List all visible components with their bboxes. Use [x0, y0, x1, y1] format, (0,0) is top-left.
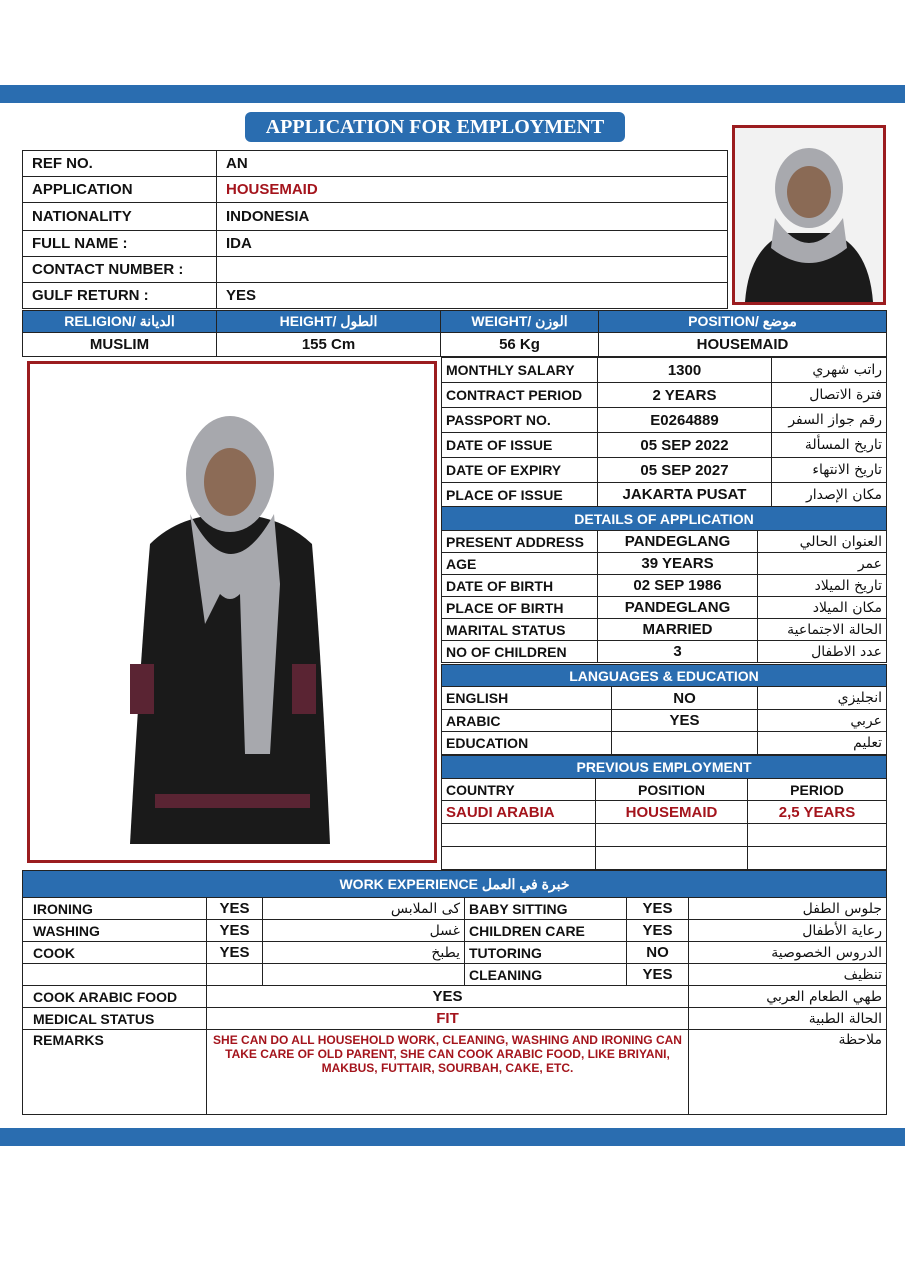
headshot-photo [732, 125, 886, 305]
table-row [23, 283, 728, 309]
table-row [23, 871, 887, 898]
cook-arabic-label: COOK ARABIC FOOD [23, 986, 207, 1008]
bottom-stripe [0, 1128, 905, 1146]
height-header: HEIGHT/ الطول [217, 311, 441, 333]
table-row [23, 920, 887, 942]
skill-ar: رعاية الأطفال [689, 920, 887, 942]
english-label: ENGLISH [442, 687, 612, 710]
marital-label: MARITAL STATUS [442, 619, 598, 641]
table-row [23, 333, 887, 357]
marital-value: MARRIED [598, 619, 758, 641]
date-of-issue-label: DATE OF ISSUE [442, 433, 598, 458]
table-row [23, 257, 728, 283]
medical-value: FIT [207, 1008, 689, 1030]
table-row [442, 847, 887, 870]
table-row [23, 311, 887, 333]
prev-country [442, 847, 596, 870]
skill-label [23, 964, 207, 986]
children-ar: عدد الاطفال [758, 641, 887, 663]
arabic-ar: عربي [758, 710, 887, 732]
english-ar: انجليزي [758, 687, 887, 710]
pob-value: PANDEGLANG [598, 597, 758, 619]
table-row [442, 383, 887, 408]
present-address-label: PRESENT ADDRESS [442, 531, 598, 553]
remarks-ar: ملاحظة [689, 1030, 887, 1115]
dob-value: 02 SEP 1986 [598, 575, 758, 597]
children-label: NO OF CHILDREN [442, 641, 598, 663]
previous-header: PREVIOUS EMPLOYMENT [442, 756, 887, 779]
work-experience-table [22, 870, 887, 1115]
present-address-ar: العنوان الحالي [758, 531, 887, 553]
cook-arabic-value: YES [207, 986, 689, 1008]
table-row [442, 531, 887, 553]
skill-ar: الدروس الخصوصية [689, 942, 887, 964]
languages-table [441, 664, 887, 755]
skill-ar: كى الملابس [263, 898, 465, 920]
work-experience-header: WORK EXPERIENCE خبرة في العمل [23, 871, 887, 898]
nationality-label: NATIONALITY [23, 203, 217, 231]
skill-label: CLEANING [465, 964, 627, 986]
skill-value [207, 964, 263, 986]
application-value: HOUSEMAID [217, 177, 728, 203]
arabic-label: ARABIC [442, 710, 612, 732]
age-ar: عمر [758, 553, 887, 575]
top-stripe [0, 85, 905, 103]
prev-position [596, 824, 748, 847]
date-of-expiry-label: DATE OF EXPIRY [442, 458, 598, 483]
age-label: AGE [442, 553, 598, 575]
religion-header: RELIGION/ الديانة [23, 311, 217, 333]
table-row [442, 619, 887, 641]
education-ar: تعليم [758, 732, 887, 755]
skill-label: CHILDREN CARE [465, 920, 627, 942]
remarks-label: REMARKS [23, 1030, 207, 1115]
top-info-table [22, 150, 728, 309]
position-header: POSITION/ موضع [599, 311, 887, 333]
prev-period [748, 847, 887, 870]
person-icon [735, 128, 883, 302]
skill-value: YES [207, 920, 263, 942]
table-row [23, 231, 728, 257]
skill-ar: تنظيف [689, 964, 887, 986]
english-value: NO [612, 687, 758, 710]
application-label: APPLICATION [23, 177, 217, 203]
skill-ar [263, 964, 465, 986]
table-row [442, 433, 887, 458]
skill-label: WASHING [23, 920, 207, 942]
table-row [442, 779, 887, 801]
details-header: DETAILS OF APPLICATION [442, 507, 887, 531]
monthly-salary-label: MONTHLY SALARY [442, 358, 598, 383]
nationality-value: INDONESIA [217, 203, 728, 231]
skill-value: NO [627, 942, 689, 964]
marital-ar: الحالة الاجتماعية [758, 619, 887, 641]
prev-position [596, 847, 748, 870]
prev-position: HOUSEMAID [596, 801, 748, 824]
contract-period-label: CONTRACT PERIOD [442, 383, 598, 408]
table-row [442, 458, 887, 483]
table-row [442, 710, 887, 732]
table-row [23, 177, 728, 203]
education-label: EDUCATION [442, 732, 612, 755]
contract-period-value: 2 YEARS [598, 383, 772, 408]
place-of-issue-label: PLACE OF ISSUE [442, 483, 598, 507]
ref-value: AN [217, 151, 728, 177]
place-of-issue-ar: مكان الإصدار [772, 483, 887, 507]
date-of-expiry-value: 05 SEP 2027 [598, 458, 772, 483]
age-value: 39 YEARS [598, 553, 758, 575]
contact-value [217, 257, 728, 283]
table-row [23, 986, 887, 1008]
previous-employment-table [441, 755, 887, 870]
full-name-value: IDA [217, 231, 728, 257]
table-row [442, 575, 887, 597]
person-figure-icon [30, 364, 434, 860]
skill-value: YES [207, 942, 263, 964]
education-value [612, 732, 758, 755]
table-row [442, 597, 887, 619]
skill-value: YES [207, 898, 263, 920]
passport-label: PASSPORT NO. [442, 408, 598, 433]
table-row [442, 553, 887, 575]
dob-label: DATE OF BIRTH [442, 575, 598, 597]
height-value: 155 Cm [217, 333, 441, 357]
table-row [23, 942, 887, 964]
table-row [442, 756, 887, 779]
monthly-salary-value: 1300 [598, 358, 772, 383]
table-row [442, 483, 887, 507]
prev-country [442, 824, 596, 847]
country-header: COUNTRY [442, 779, 596, 801]
ref-label: REF NO. [23, 151, 217, 177]
languages-header: LANGUAGES & EDUCATION [442, 665, 887, 687]
date-of-expiry-ar: تاريخ الانتهاء [772, 458, 887, 483]
cook-arabic-ar: طهي الطعام العربي [689, 986, 887, 1008]
details-table [441, 506, 887, 663]
page-title: APPLICATION FOR EMPLOYMENT [245, 112, 625, 142]
table-row [442, 824, 887, 847]
skill-ar: غسل [263, 920, 465, 942]
table-row [442, 507, 887, 531]
monthly-salary-ar: راتب شهري [772, 358, 887, 383]
contact-label: CONTACT NUMBER : [23, 257, 217, 283]
present-address-value: PANDEGLANG [598, 531, 758, 553]
skill-label: TUTORING [465, 942, 627, 964]
gulf-return-label: GULF RETURN : [23, 283, 217, 309]
table-row [442, 665, 887, 687]
contract-period-ar: فترة الاتصال [772, 383, 887, 408]
medical-ar: الحالة الطبية [689, 1008, 887, 1030]
table-row [442, 801, 887, 824]
skill-ar: يطبخ [263, 942, 465, 964]
medical-label: MEDICAL STATUS [23, 1008, 207, 1030]
skill-value: YES [627, 964, 689, 986]
passport-value: E0264889 [598, 408, 772, 433]
passport-ar: رقم جواز السفر [772, 408, 887, 433]
skill-value: YES [627, 898, 689, 920]
table-row [23, 964, 887, 986]
skill-label: IRONING [23, 898, 207, 920]
religion-value: MUSLIM [23, 333, 217, 357]
prev-period: 2,5 YEARS [748, 801, 887, 824]
full-body-photo [27, 361, 437, 863]
table-row [23, 1008, 887, 1030]
skill-ar: جلوس الطفل [689, 898, 887, 920]
children-value: 3 [598, 641, 758, 663]
weight-header: WEIGHT/ الوزن [441, 311, 599, 333]
table-row [442, 732, 887, 755]
date-of-issue-value: 05 SEP 2022 [598, 433, 772, 458]
table-row [442, 641, 887, 663]
table-row [23, 151, 728, 177]
gulf-return-value: YES [217, 283, 728, 309]
weight-value: 56 Kg [441, 333, 599, 357]
table-row [23, 898, 887, 920]
pob-label: PLACE OF BIRTH [442, 597, 598, 619]
full-name-label: FULL NAME : [23, 231, 217, 257]
remarks-value: SHE CAN DO ALL HOUSEHOLD WORK, CLEANING, WASHING AND IRONING CAN TAKE CARE OF OLD PARENT, SHE CAN COOK ARABIC FOOD, LIKE BRIYANI, MAKBUS, FUTTAIR, SOURBAH, CAKE, ETC. [207, 1030, 689, 1115]
skill-label: COOK [23, 942, 207, 964]
summary-table [22, 310, 887, 357]
date-of-issue-ar: تاريخ المسألة [772, 433, 887, 458]
pob-ar: مكان الميلاد [758, 597, 887, 619]
skill-label: BABY SITTING [465, 898, 627, 920]
arabic-value: YES [612, 710, 758, 732]
table-row [23, 203, 728, 231]
table-row [442, 358, 887, 383]
table-row [442, 687, 887, 710]
position-col-header: POSITION [596, 779, 748, 801]
period-header: PERIOD [748, 779, 887, 801]
prev-country: SAUDI ARABIA [442, 801, 596, 824]
position-value: HOUSEMAID [599, 333, 887, 357]
table-row [23, 1030, 887, 1115]
prev-period [748, 824, 887, 847]
table-row [442, 408, 887, 433]
skill-value: YES [627, 920, 689, 942]
personal-table [441, 357, 887, 507]
place-of-issue-value: JAKARTA PUSAT [598, 483, 772, 507]
dob-ar: تاريخ الميلاد [758, 575, 887, 597]
